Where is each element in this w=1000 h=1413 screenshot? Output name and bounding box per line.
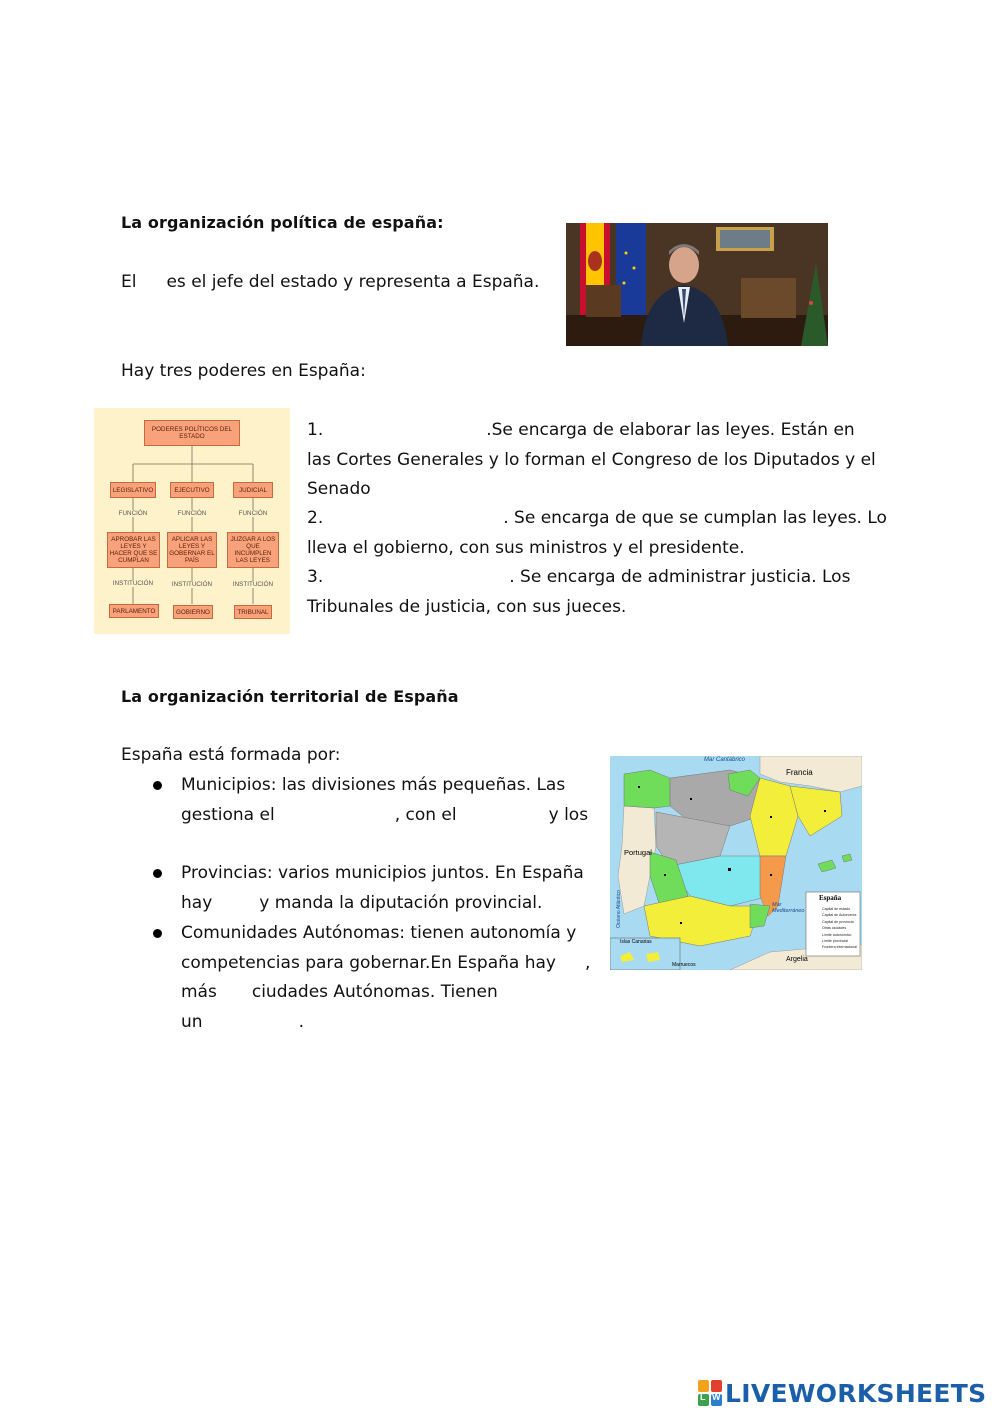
- diagram-function-legislativo: APROBAR LAS LEYES Y HACER QUE SE CUMPLAN: [107, 532, 160, 568]
- bullet-comunidades: [153, 929, 162, 938]
- municipios-line2: [181, 801, 588, 831]
- map-label-mediterraneo: Mar Mediterráneo: [772, 902, 805, 914]
- map-label-oceano: Océano Atlántico: [615, 890, 622, 928]
- comunidades-text-d: ciudades Autónomas. Tienen: [251, 982, 498, 1002]
- diagram-institution-parlamento: PARLAMENTO: [109, 604, 159, 618]
- power-3-number: 3.: [307, 567, 324, 587]
- provincias-text-a: hay: [181, 893, 213, 913]
- power-2-line2: lleva el gobierno, con sus ministros y el presidente.: [307, 538, 745, 558]
- power-2-number: 2.: [307, 508, 324, 528]
- map-label-marruecos: Marruecos: [672, 962, 696, 968]
- map-legend-item: Frontera internacional: [822, 945, 857, 950]
- map-legend-item: Capital de estado: [822, 907, 850, 911]
- king-sentence: [121, 268, 539, 298]
- comunidades-text-f: .: [298, 1012, 304, 1032]
- king-sentence-end: es el jefe del estado y representa a España.: [166, 272, 540, 292]
- logo-mark-letter-w: W: [712, 1392, 721, 1402]
- map-label-portugal: Portugal: [624, 848, 652, 857]
- map-legend-item: Límite provincial: [822, 939, 848, 944]
- answer-blank-power-2[interactable]: [323, 512, 503, 534]
- municipios-text-b: , con el: [394, 805, 457, 825]
- diagram-institucion-label-3: INSTITUCIÓN: [225, 581, 281, 588]
- power-1-text: .Se encarga de elaborar las leyes. Están en: [486, 420, 855, 440]
- diagram-column-ejecutivo: EJECUTIVO: [170, 482, 214, 498]
- map-legend-item: Límite autonómico: [822, 932, 852, 937]
- diagram-funcion-label-3: FUNCIÓN: [229, 510, 277, 517]
- answer-blank-power-1[interactable]: [323, 424, 486, 446]
- power-3-text: . Se encarga de administrar justicia. Los: [509, 567, 851, 587]
- section-political-heading: La organización política de españa:: [121, 213, 444, 232]
- diagram-institution-gobierno: GOBIERNO: [173, 605, 213, 619]
- comunidades-text-a: competencias para gobernar.En España hay: [181, 953, 556, 973]
- diagram-column-judicial: JUDICIAL: [233, 482, 273, 498]
- map-legend-items: [822, 906, 857, 951]
- map-legend-item: Capital de Autonomía: [822, 913, 857, 918]
- diagram-funcion-label-1: FUNCIÓN: [109, 510, 157, 517]
- territorial-intro: España está formada por:: [121, 745, 341, 765]
- king-photo: [566, 223, 828, 346]
- power-2-text: . Se encarga de que se cumplan las leyes. Lo: [503, 508, 887, 528]
- power-1-line3: Senado: [307, 479, 371, 499]
- comunidades-line4: [181, 1008, 304, 1038]
- diagram-institucion-label-2: INSTITUCIÓN: [164, 581, 220, 588]
- map-label-canarias: Islas Canarias: [620, 939, 652, 945]
- provincias-line2: [181, 889, 542, 919]
- map-label-cantabrico: Mar Cantábrico: [704, 757, 746, 763]
- municipios-line1: Municipios: las divisiones más pequeñas. Las: [181, 775, 566, 795]
- diagram-function-ejecutivo: APLICAR LAS LEYES Y GOBERNAR EL PAÍS: [167, 532, 217, 568]
- answer-blank-king[interactable]: [136, 276, 166, 298]
- diagram-institucion-label-1: INSTITUCIÓN: [105, 580, 161, 587]
- map-legend-title: España: [819, 894, 842, 902]
- map-legend-item: Otras ciudades: [822, 926, 847, 931]
- liveworksheets-wordmark: LIVEWORKSHEETS: [725, 1378, 987, 1408]
- diagram-institution-tribunal: TRIBUNAL: [234, 605, 272, 619]
- answer-blank-comunidades[interactable]: [556, 957, 585, 979]
- comunidades-text-c: más: [181, 982, 217, 1002]
- diagram-funcion-label-2: FUNCIÓN: [168, 510, 216, 517]
- logo-mark-letter-l: L: [700, 1392, 706, 1402]
- bullet-provincias: [153, 869, 162, 878]
- answer-blank-provincias[interactable]: [212, 897, 259, 919]
- municipios-text-c: y los: [548, 805, 589, 825]
- provincias-line1: Provincias: varios municipios juntos. En España: [181, 863, 584, 883]
- map-legend-item: Capital de provincia: [822, 919, 854, 924]
- diagram-column-legislativo: LEGISLATIVO: [110, 482, 156, 498]
- power-1-line2: las Cortes Generales y lo forman el Congreso de los Diputados y el: [307, 450, 876, 470]
- answer-blank-estatuto[interactable]: [203, 1016, 299, 1038]
- power-3-line1: [307, 563, 850, 593]
- powers-diagram: [94, 408, 290, 634]
- king-sentence-start: El: [121, 272, 137, 292]
- power-1-line1: [307, 416, 855, 446]
- liveworksheets-logo: [698, 1378, 986, 1408]
- comunidades-text-e: un: [181, 1012, 203, 1032]
- municipios-text-a: gestiona el: [181, 805, 275, 825]
- comunidades-line3: [181, 978, 498, 1008]
- power-3-line2: Tribunales de justicia, con sus jueces.: [307, 597, 627, 617]
- power-2-line1: [307, 504, 887, 534]
- diagram-title-box: PODERES POLÍTICOS DEL ESTADO: [144, 420, 240, 446]
- powers-intro: Hay tres poderes en España:: [121, 361, 366, 381]
- bullet-municipios: [153, 781, 162, 790]
- comunidades-line2: [181, 949, 590, 979]
- answer-blank-ayuntamiento[interactable]: [275, 809, 395, 831]
- map-label-argelia: Argelia: [786, 956, 808, 963]
- power-1-number: 1.: [307, 420, 324, 440]
- section-territorial-heading: La organización territorial de España: [121, 687, 459, 706]
- diagram-function-judicial: JUZGAR A LOS QUE INCUMPLEN LAS LEYES: [227, 532, 279, 568]
- comunidades-line1: Comunidades Autónomas: tienen autonomía y: [181, 923, 577, 943]
- provincias-text-b: y manda la diputación provincial.: [259, 893, 543, 913]
- answer-blank-ciudades[interactable]: [217, 986, 252, 1008]
- comunidades-text-b: ,: [584, 953, 591, 973]
- spain-map: [610, 756, 862, 970]
- answer-blank-power-3[interactable]: [323, 571, 509, 593]
- map-label-francia: Francia: [786, 768, 813, 777]
- answer-blank-alcalde[interactable]: [457, 809, 549, 831]
